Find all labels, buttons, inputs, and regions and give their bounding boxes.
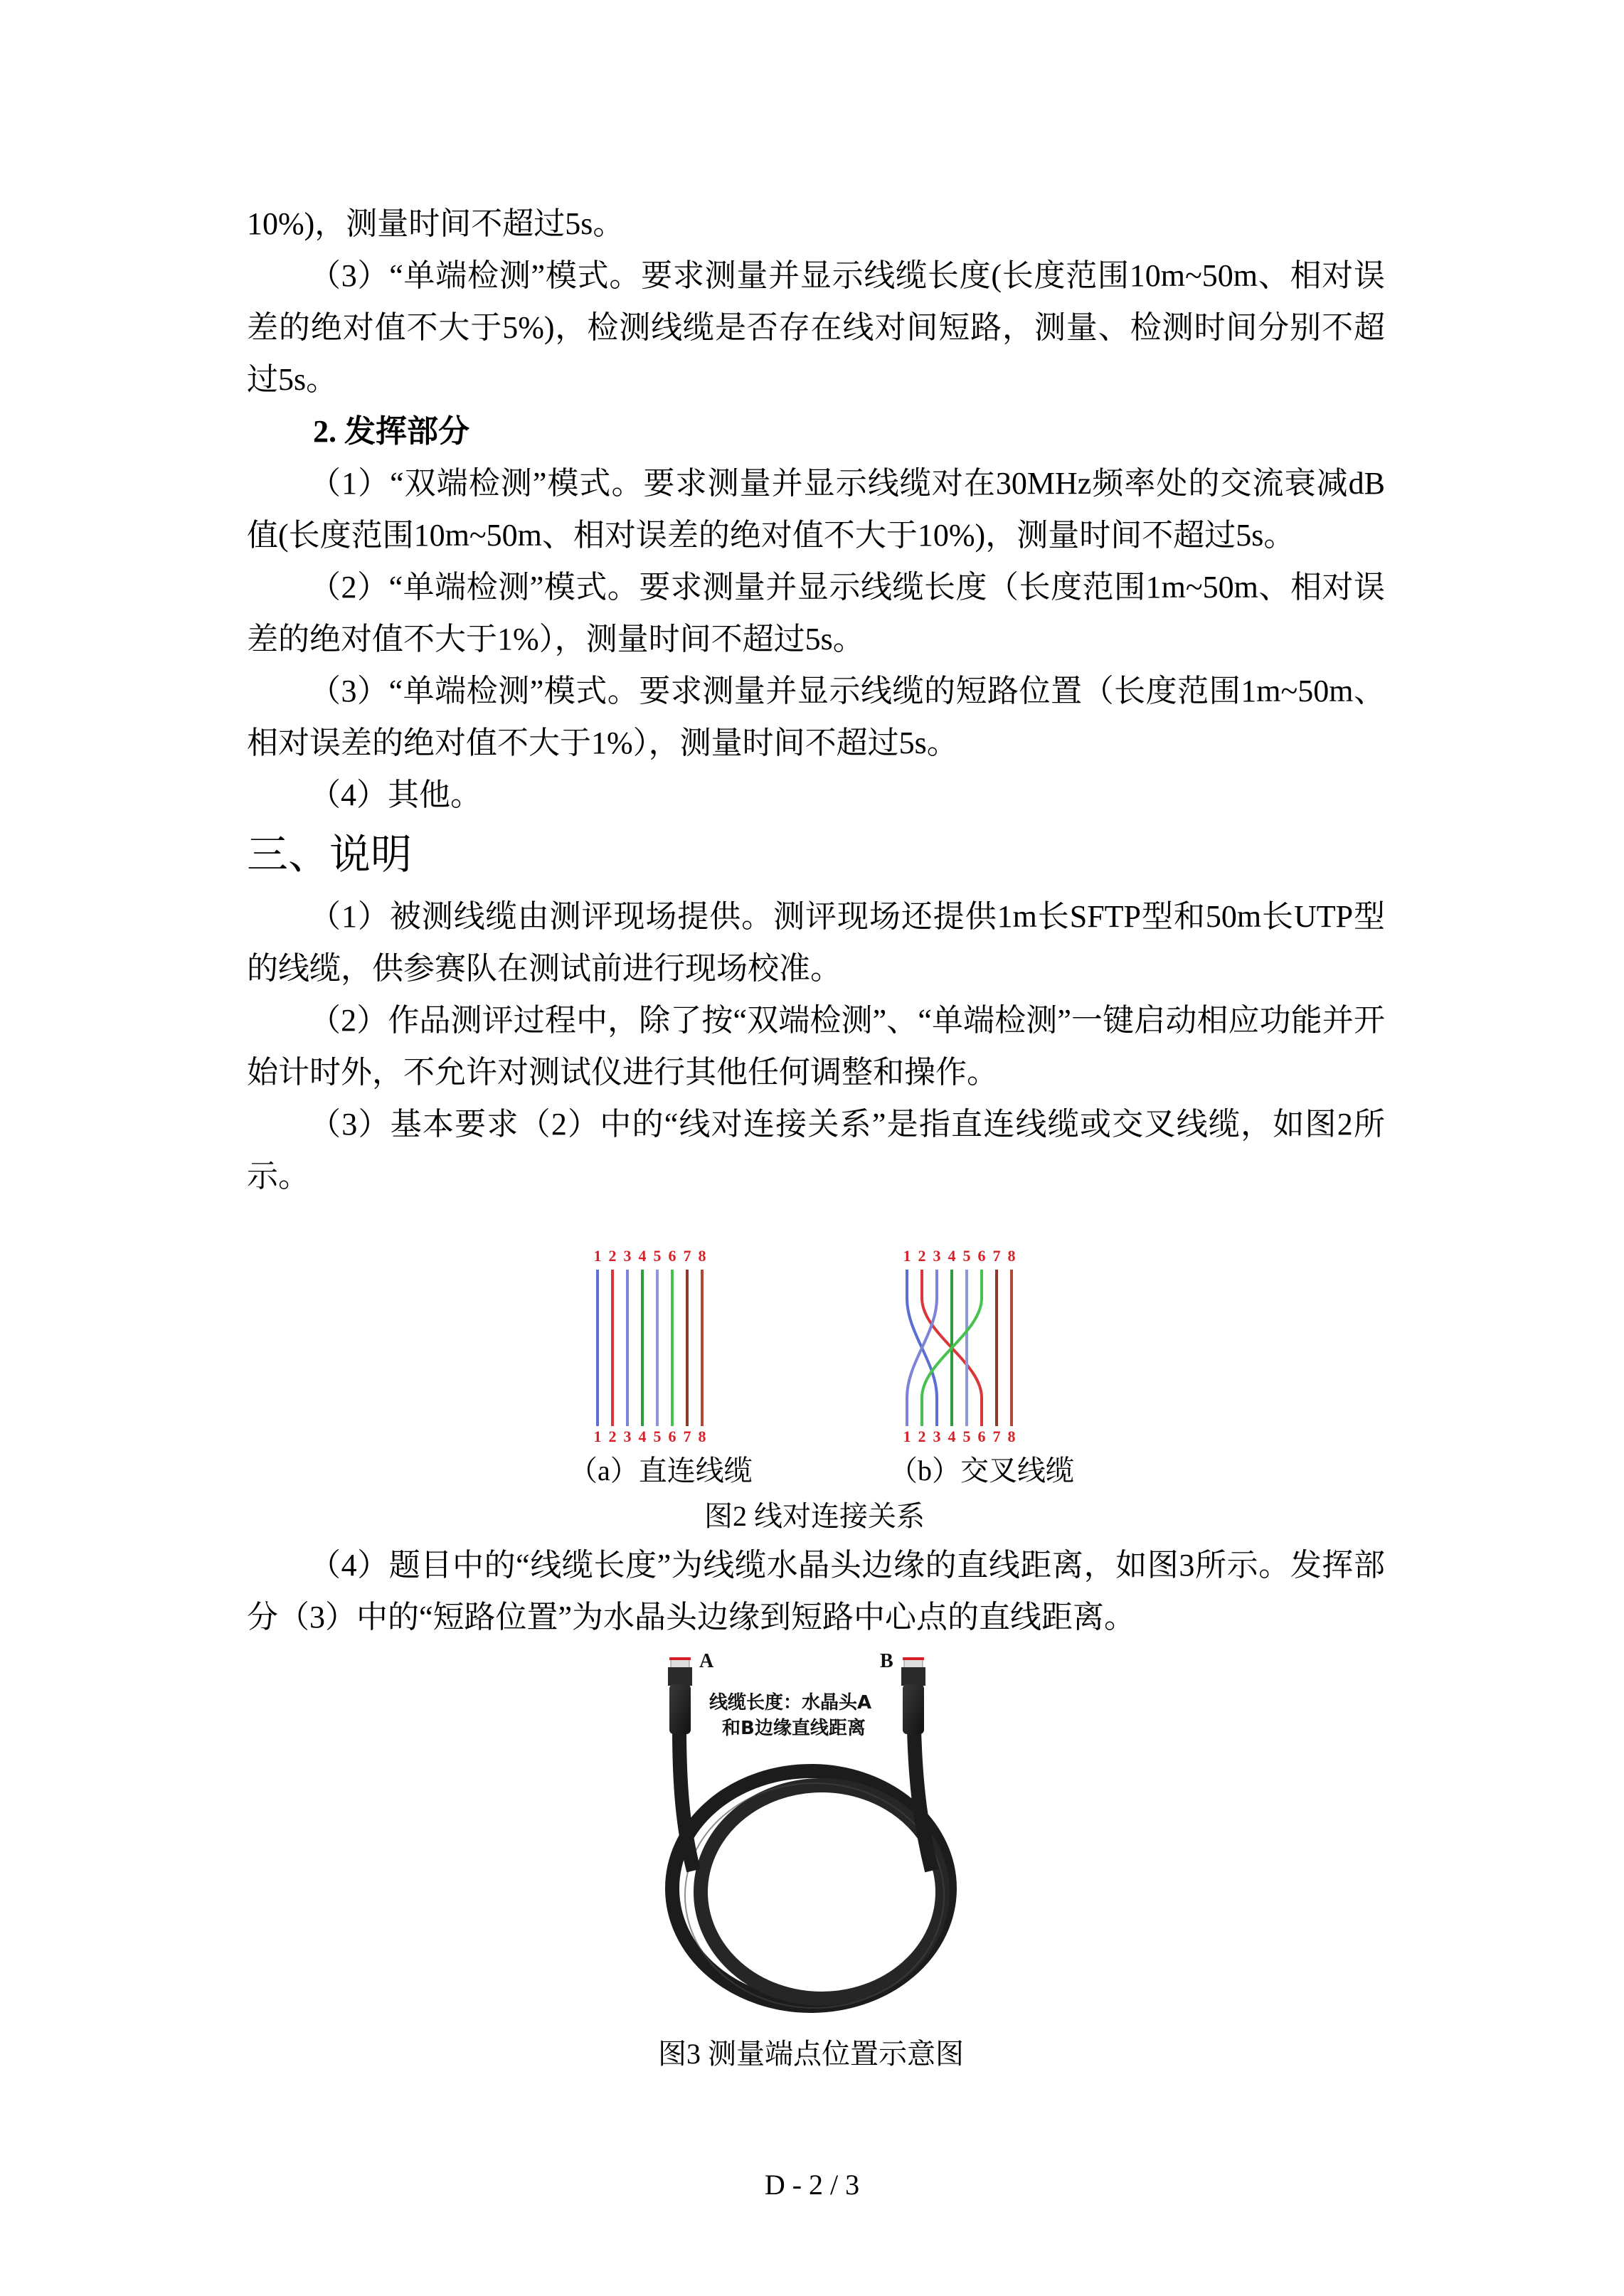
- cable-loop-inner: [701, 1785, 943, 1999]
- pin-label-bottom-b-8: 8: [1007, 1428, 1016, 1445]
- section-heading-notes: 三、说明: [247, 831, 413, 878]
- paragraph-advanced-4: （4）其他。: [309, 777, 482, 812]
- pin-label-top-b-3: 3: [933, 1248, 941, 1265]
- paragraph-basic-3: （3）“单端检测”模式。要求测量并显示线缆长度(长度范围10m~50m、相对误差的绝对值不大于5%)，检测线缆是否存在线对间短路，测量、检测时间分别不超过5s。: [247, 258, 1385, 397]
- paragraph-note-1: （1）被测线缆由测评现场提供。测评现场还提供1m长SFTP型和50m长UTP型的线缆，供参赛队在测试前进行现场校准。: [247, 899, 1385, 986]
- pin-label-bottom-b-7: 7: [992, 1428, 1001, 1445]
- pin-label-bottom-b-6: 6: [977, 1428, 986, 1445]
- pin-label-bottom-b-1: 1: [903, 1428, 911, 1445]
- pin-label-bottom-b-3: 3: [933, 1428, 941, 1445]
- pin-label-bottom-a-6: 6: [668, 1428, 676, 1445]
- pin-label-top-a-1: 1: [593, 1248, 602, 1265]
- figure-caption-b: （b）交叉线缆: [889, 1455, 1074, 1487]
- paragraph-note-4: （4）题目中的“线缆长度”为线缆水晶头边缘的直线距离，如图3所示。发挥部分（3）中的“短路位置”为水晶头边缘到短路中心点的直线距离。: [247, 1548, 1385, 1635]
- pin-label-bottom-a-3: 3: [623, 1428, 632, 1445]
- pin-label-top-b-4: 4: [948, 1248, 956, 1265]
- pin-label-top-a-8: 8: [698, 1248, 706, 1265]
- label-a: A: [699, 1650, 714, 1672]
- pin-label-bottom-a-7: 7: [683, 1428, 691, 1445]
- pin-label-top-b-2: 2: [918, 1248, 926, 1265]
- pin-label-bottom-b-5: 5: [962, 1428, 971, 1445]
- pin-label-bottom-b-4: 4: [948, 1428, 956, 1445]
- pin-label-bottom-a-8: 8: [698, 1428, 706, 1445]
- paragraph-note-2: （2）作品测评过程中，除了按“双端检测”、“单端检测”一键启动相应功能并开始计时外，不允许对测试仪进行其他任何调整和操作。: [247, 1003, 1385, 1090]
- paragraph-advanced-3: （3）“单端检测”模式。要求测量并显示线缆的短路位置（长度范围1m~50m、相对误差的绝对值不大于1%），测量时间不超过5s。: [247, 674, 1385, 760]
- pin-label-top-b-6: 6: [977, 1248, 986, 1265]
- figure-caption-a: （a）直连线缆: [569, 1455, 753, 1487]
- pin-label-bottom-b-2: 2: [918, 1428, 926, 1445]
- pin-label-top-a-3: 3: [623, 1248, 632, 1265]
- pin-label-top-a-7: 7: [683, 1248, 691, 1265]
- paragraph-continuation: 10%)，测量时间不超过5s。: [247, 206, 625, 241]
- pin-label-bottom-a-1: 1: [593, 1428, 602, 1445]
- page-footer: D - 2 / 3: [764, 2169, 860, 2201]
- label-b: B: [880, 1650, 893, 1672]
- overlay-text-line1: 线缆长度：水晶头A: [709, 1692, 872, 1713]
- connector-a: [668, 1659, 692, 1734]
- connector-b: [901, 1659, 925, 1734]
- pin-label-top-a-6: 6: [668, 1248, 676, 1265]
- pin-label-top-a-5: 5: [653, 1248, 662, 1265]
- pin-label-top-a-4: 4: [638, 1248, 647, 1265]
- pin-label-bottom-a-4: 4: [638, 1428, 647, 1445]
- figure3-caption: 图3 测量端点位置示意图: [658, 2038, 964, 2070]
- pin-label-top-b-1: 1: [903, 1248, 911, 1265]
- figure2-caption: 图2 线对连接关系: [704, 1500, 925, 1532]
- pin-label-bottom-a-5: 5: [653, 1428, 662, 1445]
- figure-straight-cable: [583, 1248, 726, 1447]
- pin-label-top-b-7: 7: [992, 1248, 1001, 1265]
- pin-label-bottom-a-2: 2: [608, 1428, 617, 1445]
- pin-label-top-b-8: 8: [1007, 1248, 1016, 1265]
- subheading-advanced: 2. 发挥部分: [313, 414, 469, 449]
- paragraph-advanced-2: （2）“单端检测”模式。要求测量并显示线缆长度（长度范围1m~50m、相对误差的绝对值不大于1%），测量时间不超过5s。: [247, 570, 1385, 657]
- pin-label-top-b-5: 5: [962, 1248, 971, 1265]
- paragraph-advanced-1: （1）“双端检测”模式。要求测量并显示线缆对在30MHz频率处的交流衰减dB值(长度范围10m~50m、相对误差的绝对值不大于10%)，测量时间不超过5s。: [247, 466, 1385, 553]
- pin-label-top-a-2: 2: [608, 1248, 617, 1265]
- overlay-text-line2: 和B边缘直线距离: [722, 1718, 866, 1739]
- figure-crossover-cable: [893, 1248, 1035, 1447]
- figure-cable-photo: [651, 1643, 971, 2020]
- paragraph-note-3: （3）基本要求（2）中的“线对连接关系”是指直连线缆或交叉线缆，如图2所示。: [247, 1107, 1385, 1194]
